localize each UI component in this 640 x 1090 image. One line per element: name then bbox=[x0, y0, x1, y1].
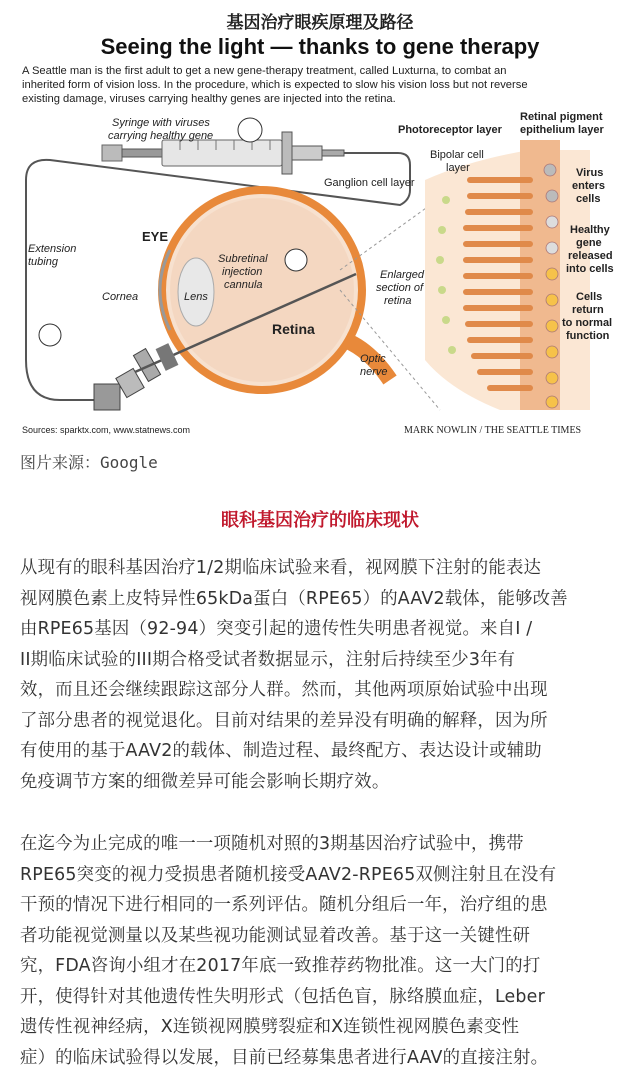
photoreceptor-label: Photoreceptor layer bbox=[398, 124, 502, 136]
paragraph-line: 开，使得针对其他遗传性失明形式（包括色盲，脉络膜血症，Leber bbox=[20, 986, 545, 1007]
rpe-label-1: Retinal pigment bbox=[520, 111, 603, 123]
healthy-gene-3: released bbox=[568, 250, 613, 262]
paragraph-line: 症）的临床试验得以发展，目前已经募集患者进行AAV的直接注射。 bbox=[20, 1047, 549, 1068]
connector-icon bbox=[94, 349, 161, 410]
figure-description-line: inherited form of vision loss. In the procedure, which is expected to slow his vision loss but not reverse bbox=[22, 79, 528, 91]
paragraph-1 bbox=[20, 553, 624, 797]
paragraph-line: 干预的情况下进行相同的一系列评估。随机分组后一年，治疗组的患 bbox=[20, 895, 548, 915]
figure-description-line: A Seattle man is the first adult to get a new gene-therapy treatment, called Luxturna, to combat an bbox=[22, 65, 507, 77]
syringe-label-2: carrying healthy gene bbox=[108, 130, 214, 142]
paragraph-2 bbox=[20, 829, 624, 1073]
cells-return-4: function bbox=[566, 330, 610, 342]
retina-label: Retina bbox=[272, 321, 315, 337]
optic-label-1: Optic bbox=[360, 353, 386, 365]
sources-label: Sources: sparktx.com, www.statnews.com bbox=[22, 425, 191, 435]
bipolar-label-2: layer bbox=[446, 162, 470, 174]
image-source-caption: 图片来源：Google bbox=[20, 453, 158, 472]
cannula-label-2: injection bbox=[222, 266, 263, 278]
rpe-label-2: epithelium layer bbox=[520, 124, 604, 136]
paragraph-line: 效，而且还会继续跟踪这部分人群。然而，其他两项原始试验中出现 bbox=[20, 680, 548, 700]
enlarged-label-1: Enlarged bbox=[380, 269, 425, 281]
paragraph-line: 由RPE65基因（92-94）突变引起的遗传性失明患者视觉。来自I / bbox=[20, 619, 533, 639]
syringe-label-1: Syringe with viruses bbox=[112, 117, 210, 129]
enlarged-label-3: retina bbox=[384, 295, 412, 307]
paragraph-line: 有使用的基于AAV2的载体、制造过程、最终配方、表达设计或辅助 bbox=[20, 741, 542, 761]
healthy-gene-4: into cells bbox=[566, 263, 614, 275]
paragraph-line: 者功能视觉测量以及某些视功能测试显着改善。基于这一关键性研 bbox=[20, 925, 531, 946]
cornea-label: Cornea bbox=[102, 291, 139, 303]
paragraph-line: 视网膜色素上皮特异性65kDa蛋白（RPE65）的AAV2载体，能够改善 bbox=[20, 588, 568, 609]
retina-section bbox=[425, 140, 590, 410]
paragraph-line: 免疫调节方案的细微差异可能会影响长期疗效。 bbox=[20, 771, 390, 792]
section-title: 眼科基因治疗的临床现状 bbox=[221, 510, 419, 531]
virus-enters-2: enters bbox=[572, 180, 606, 192]
cells-return-2: return bbox=[572, 304, 604, 316]
bipolar-label-1: Bipolar cell bbox=[430, 149, 484, 161]
paragraph-line: 在迄今为止完成的唯一一项随机对照的3期基因治疗试验中，携带 bbox=[20, 834, 524, 854]
extension-label-1: Extension bbox=[28, 243, 77, 255]
cells-return-3: to normal bbox=[562, 317, 613, 329]
cannula-label-1: Subretinal bbox=[218, 253, 268, 265]
enlarged-label-2: section of bbox=[376, 282, 424, 294]
cannula-label-3: cannula bbox=[224, 279, 263, 291]
figure-description bbox=[22, 64, 614, 106]
lens-label: Lens bbox=[184, 291, 208, 303]
paragraph-line: 遗传性视神经病，X连锁视网膜劈裂症和X连锁性视网膜色素变性 bbox=[20, 1017, 520, 1037]
paragraph-line: 了部分患者的视觉退化。目前对结果的差异没有明确的解释，因为所 bbox=[20, 710, 548, 731]
paragraph-line: 从现有的眼科基因治疗1/2期临床试验来看，视网膜下注射的能表达 bbox=[20, 558, 542, 578]
paragraph-line: II期临床试验的III期合格受试者数据显示，注射后持续至少3年有 bbox=[20, 649, 516, 670]
figure-description-line: existing damage, viruses carrying healthy genes are injected into the retina. bbox=[22, 93, 396, 105]
virus-enters-1: Virus bbox=[576, 167, 604, 179]
extension-label-2: tubing bbox=[28, 256, 58, 268]
paragraph-line: 究，FDA咨询小组才在2017年底一致推荐药物批准。这一大门的打 bbox=[20, 956, 541, 976]
healthy-gene-2: gene bbox=[576, 237, 602, 249]
virus-enters-3: cells bbox=[576, 193, 601, 205]
cells-return-1: Cells bbox=[576, 291, 603, 303]
eye-label: EYE bbox=[142, 229, 169, 244]
optic-label-2: nerve bbox=[360, 366, 388, 378]
paragraph-line: RPE65突变的视力受损患者随机接受AAV2-RPE65双侧注射且在没有 bbox=[20, 864, 557, 885]
healthy-gene-1: Healthy bbox=[570, 224, 610, 236]
ganglion-label: Ganglion cell layer bbox=[324, 177, 415, 189]
credit-label: MARK NOWLIN / THE SEATTLE TIMES bbox=[404, 425, 582, 436]
figure-title-en: Seeing the light — thanks to gene therapy bbox=[100, 34, 540, 59]
figure-title-cn: 基因治疗眼疾原理及路径 bbox=[226, 13, 414, 33]
